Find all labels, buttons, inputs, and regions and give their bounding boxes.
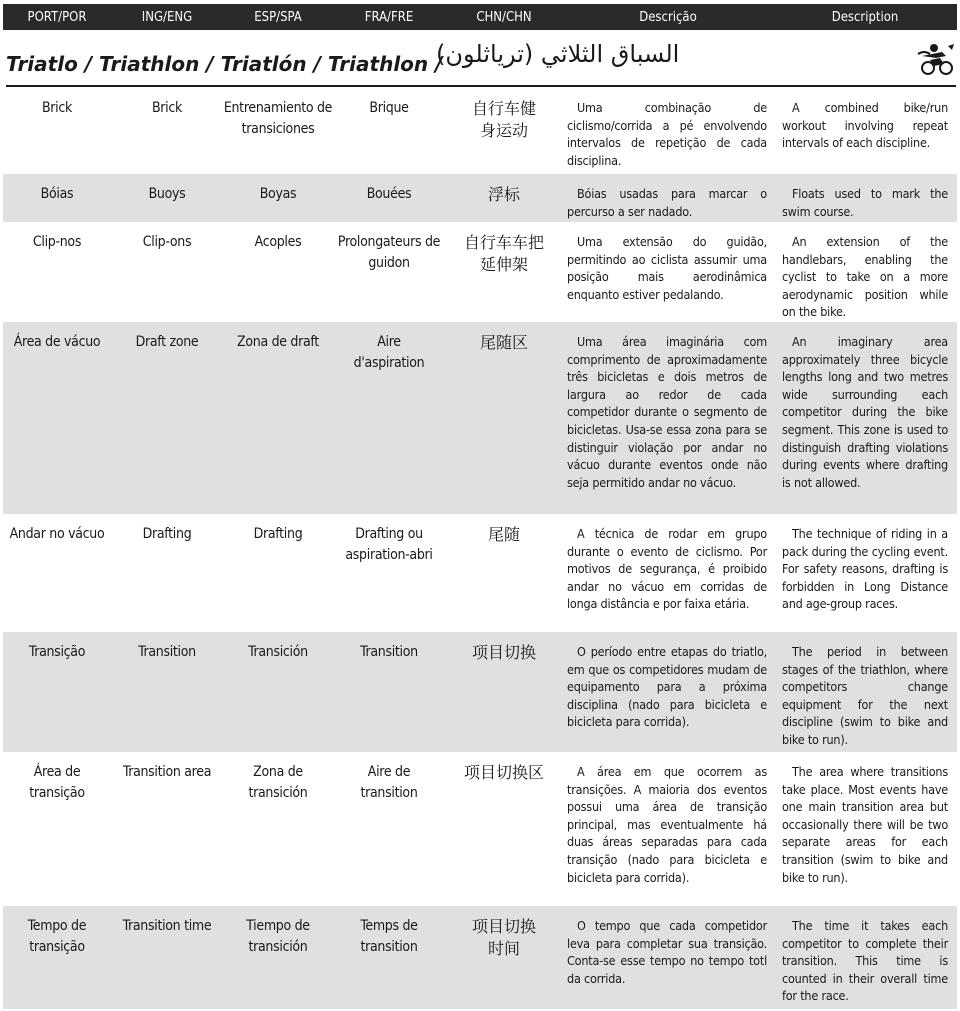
header-descricao: Descrição bbox=[639, 9, 697, 25]
description-english: An imaginary area approximately three bicycle lengths long and two metres wide surrounding each competitor during the bike segment. This zone is used to distinguish drafting violations during events where drafting is not allowed. bbox=[782, 334, 948, 490]
description-portuguese: A técnica de rodar em grupo durante o evento de ciclismo. Por motivos de segurança, é proibido andar no vácuo em corridas de longa distância e por faixa etária. bbox=[567, 526, 767, 612]
term-spanish: Zona de draft bbox=[237, 334, 319, 350]
term-chinese: 尾随 bbox=[487, 525, 520, 544]
header-description: Description bbox=[831, 9, 899, 25]
table-row bbox=[3, 906, 957, 1009]
term-english: Buoys bbox=[148, 186, 186, 202]
header-french: FRA/FRE bbox=[364, 9, 414, 25]
term-chinese: 项目切换时间 bbox=[471, 917, 536, 958]
term-portuguese: Andar no vácuo bbox=[9, 526, 105, 542]
term-portuguese: Bóias bbox=[40, 186, 74, 202]
term-portuguese: Clip-nos bbox=[32, 234, 82, 250]
triathlon-icon bbox=[916, 40, 956, 76]
description-english: An extension of the handlebars, enabling the cyclist to take on a more aerodynamic position while on the bike. bbox=[782, 234, 948, 320]
table-row bbox=[3, 222, 957, 322]
description-english: The area where transitions take place. Most events have one main transition area but occasionally there will be two separate areas for each transition (swim to bike and bike to run). bbox=[782, 764, 948, 885]
term-french: Aire de transition bbox=[360, 764, 418, 801]
title-divider bbox=[6, 85, 956, 87]
description-portuguese: A área em que ocorrem as transições. A maioria dos eventos possui uma área de transição principal, mas eventualmente há duas áreas separadas para cada transição (nado para bicicleta e bicicleta para corrida). bbox=[567, 764, 767, 885]
description-portuguese: Uma área imaginária com comprimento de aproximadamente três bicicletas e dois metros de largura ao redor de cada competidor durante o segmento de bicicletas. Usa-se essa zona para se distinguir violação por andar no vácuo durante eventos onde não seja permitido andar no vácuo. bbox=[567, 334, 767, 490]
description-portuguese: Bóias usadas para marcar o percurso a ser nadado. bbox=[567, 186, 767, 219]
table-row bbox=[3, 632, 957, 752]
description-english: The time it takes each competitor to complete their transition. This time is counted in their overall time for the race. bbox=[782, 918, 948, 1004]
term-chinese: 自行车健身运动 bbox=[471, 99, 536, 140]
table-row bbox=[3, 88, 957, 174]
term-chinese: 尾随区 bbox=[479, 333, 528, 352]
section-title-arabic: السباق الثلاثي (ترياثلون) bbox=[436, 40, 680, 68]
term-chinese: 自行车车把延伸架 bbox=[463, 233, 544, 274]
term-french: Bouées bbox=[366, 186, 412, 202]
description-portuguese: O período entre etapas do triatlo, em que os competidores mudam de equipamento para a próxima disciplina (nado para bicicleta e bicicleta para corrida). bbox=[567, 644, 767, 730]
term-portuguese: Área de transição bbox=[29, 764, 85, 801]
header-english: ING/ENG bbox=[141, 9, 193, 25]
description-portuguese: Uma extensão do guidão, permitindo ao ciclista assumir uma posição mais aerodinâmica enquanto estiver pedalando. bbox=[567, 234, 767, 302]
term-spanish: Acoples bbox=[254, 234, 302, 250]
term-spanish: Boyas bbox=[259, 186, 297, 202]
term-chinese: 项目切换区 bbox=[463, 763, 544, 782]
description-english: The period in between stages of the triathlon, where competitors change equipment for the next discipline (swim to bike and bike to run). bbox=[782, 644, 948, 747]
term-english: Clip-ons bbox=[142, 234, 192, 250]
header-portuguese: PORT/POR bbox=[27, 9, 87, 25]
term-portuguese: Tempo de transição bbox=[27, 918, 87, 955]
table-row bbox=[3, 752, 957, 906]
description-portuguese: O tempo que cada competidor leva para completar sua transição. Conta-se esse tempo no tempo totl da corrida. bbox=[567, 918, 767, 986]
description-english: A combined bike/run workout involving repeat intervals of each discipline. bbox=[782, 100, 948, 151]
description-portuguese: Uma combinação de ciclismo/corrida a pé envolvendo intervalos de repetição de cada disciplina. bbox=[567, 100, 767, 168]
section-title-row bbox=[6, 38, 956, 82]
term-portuguese: Brick bbox=[41, 100, 73, 116]
term-french: Transition bbox=[360, 644, 418, 660]
term-portuguese: Transição bbox=[28, 644, 86, 660]
term-spanish: Entrenamiento de transiciones bbox=[223, 100, 333, 137]
term-french: Drafting ou aspiration-abri bbox=[345, 526, 433, 563]
term-english: Drafting bbox=[142, 526, 192, 542]
term-chinese: 浮标 bbox=[487, 185, 520, 204]
term-spanish: Tiempo de transición bbox=[246, 918, 310, 955]
term-portuguese: Área de vácuo bbox=[13, 334, 101, 350]
header-spanish: ESP/SPA bbox=[254, 9, 302, 25]
term-spanish: Transición bbox=[248, 644, 308, 660]
table-row bbox=[3, 322, 957, 514]
term-english: Draft zone bbox=[135, 334, 199, 350]
term-french: Temps de transition bbox=[360, 918, 418, 955]
term-english: Transition time bbox=[122, 918, 212, 934]
section-title: Triatlo / Triathlon / Triatlón / Triathlon / bbox=[6, 52, 443, 76]
column-header-bar bbox=[3, 4, 957, 30]
table-row bbox=[3, 174, 957, 222]
table-row bbox=[3, 514, 957, 632]
header-chinese: CHN/CHN bbox=[476, 9, 532, 25]
term-french: Brique bbox=[369, 100, 409, 116]
description-english: The technique of riding in a pack during the cycling event. For safety reasons, drafting is forbidden in Long Distance and age-group races. bbox=[782, 526, 948, 612]
term-spanish: Zona de transición bbox=[248, 764, 308, 801]
term-french: Aire d'aspiration bbox=[353, 334, 425, 371]
term-english: Transition area bbox=[122, 764, 212, 780]
term-english: Brick bbox=[151, 100, 183, 116]
term-english: Transition bbox=[138, 644, 196, 660]
term-french: Prolongateurs de guidon bbox=[337, 234, 441, 271]
term-spanish: Drafting bbox=[253, 526, 303, 542]
description-english: Floats used to mark the swim course. bbox=[782, 186, 948, 219]
term-chinese: 项目切换 bbox=[471, 643, 536, 662]
